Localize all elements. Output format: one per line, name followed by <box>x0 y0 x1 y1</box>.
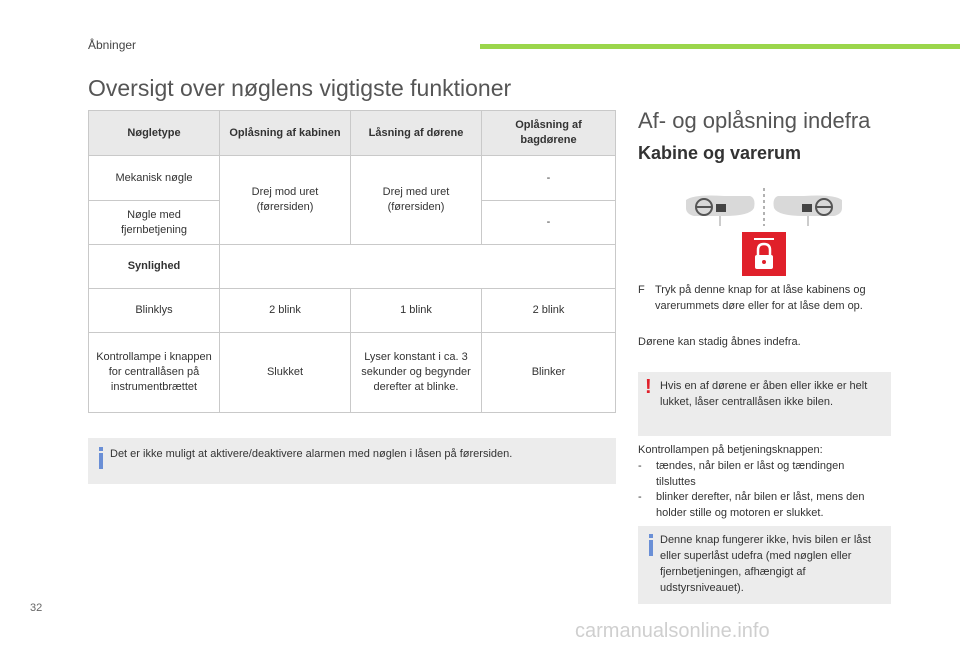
table-cell: Nøgle med fjernbetjening <box>89 201 220 245</box>
table-header-lock-doors: Låsning af dørene <box>351 111 482 156</box>
table-cell: Drej mod uret (førersiden) <box>220 156 351 245</box>
key-functions-table <box>88 110 616 413</box>
table-cell: 1 blink <box>351 289 482 333</box>
lamp-intro: Kontrollampen på betjeningsknappen: <box>638 444 823 456</box>
watermark: carmanualsonline.info <box>575 620 770 642</box>
table-cell-visibility: Synlighed <box>89 245 220 289</box>
table-cell: Drej med uret (førersiden) <box>351 156 482 245</box>
instruction-text: Tryk på denne knap for at låse kabinens og varerummets døre eller for at låse dem op. <box>655 284 866 312</box>
page-title: Oversigt over nøglens vigtigste funktioner <box>88 75 512 101</box>
alarm-note-box <box>88 438 616 484</box>
table-cell: Blinklys <box>89 289 220 333</box>
alarm-note-text: Det er ikke muligt at aktivere/deaktivere alarmen med nøglen i låsen på førersiden. <box>110 448 513 460</box>
doors-open-text: Dørene kan stadig åbnes indefra. <box>638 336 801 348</box>
lamp-item: blinker derefter, når bilen er låst, mens den holder stille og motoren er slukket. <box>656 491 865 519</box>
info-text: Denne knap fungerer ikke, hvis bilen er låst eller superlåst udefra (med nøglen eller fjernbetjeningen, afhængigt af udstyrsniveauet). <box>660 534 871 594</box>
table-cell: Lyser konstant i ca. 3 sekunder og begynder derefter at blinke. <box>351 333 482 413</box>
table-cell: - <box>482 201 616 245</box>
info-icon <box>96 447 106 469</box>
warning-icon: ! <box>645 376 652 398</box>
table-cell: - <box>482 156 616 201</box>
section-label: Åbninger <box>88 38 137 52</box>
warning-text: Hvis en af dørene er åben eller ikke er helt lukket, låser centrallåsen ikke bilen. <box>660 380 868 408</box>
table-cell: 2 blink <box>220 289 351 333</box>
section-title: Af- og oplåsning indefra <box>638 108 871 133</box>
page-number: 32 <box>30 602 43 614</box>
table-cell: 2 blink <box>482 289 616 333</box>
table-cell <box>220 245 616 289</box>
lamp-item: tændes, når bilen er låst og tændingen tilsluttes <box>656 460 845 488</box>
table-header-key-type: Nøgletype <box>89 111 220 156</box>
subsection-title: Kabine og varerum <box>638 143 802 163</box>
table-cell: Kontrollampe i knappen for centrallåsen på instrumentbrættet <box>89 333 220 413</box>
bullet-marker: F <box>638 284 645 296</box>
accent-bar <box>480 44 960 49</box>
table-cell: Slukket <box>220 333 351 413</box>
info-box <box>638 526 891 604</box>
table-cell: Blinker <box>482 333 616 413</box>
info-icon <box>646 534 656 556</box>
table-header-unlock-rear: Oplåsning af bagdørene <box>482 111 616 156</box>
table-cell: Mekanisk nøgle <box>89 156 220 201</box>
lock-button-illustration <box>684 186 844 278</box>
warning-box <box>638 372 891 436</box>
table-header-unlock-cabin: Oplåsning af kabinen <box>220 111 351 156</box>
